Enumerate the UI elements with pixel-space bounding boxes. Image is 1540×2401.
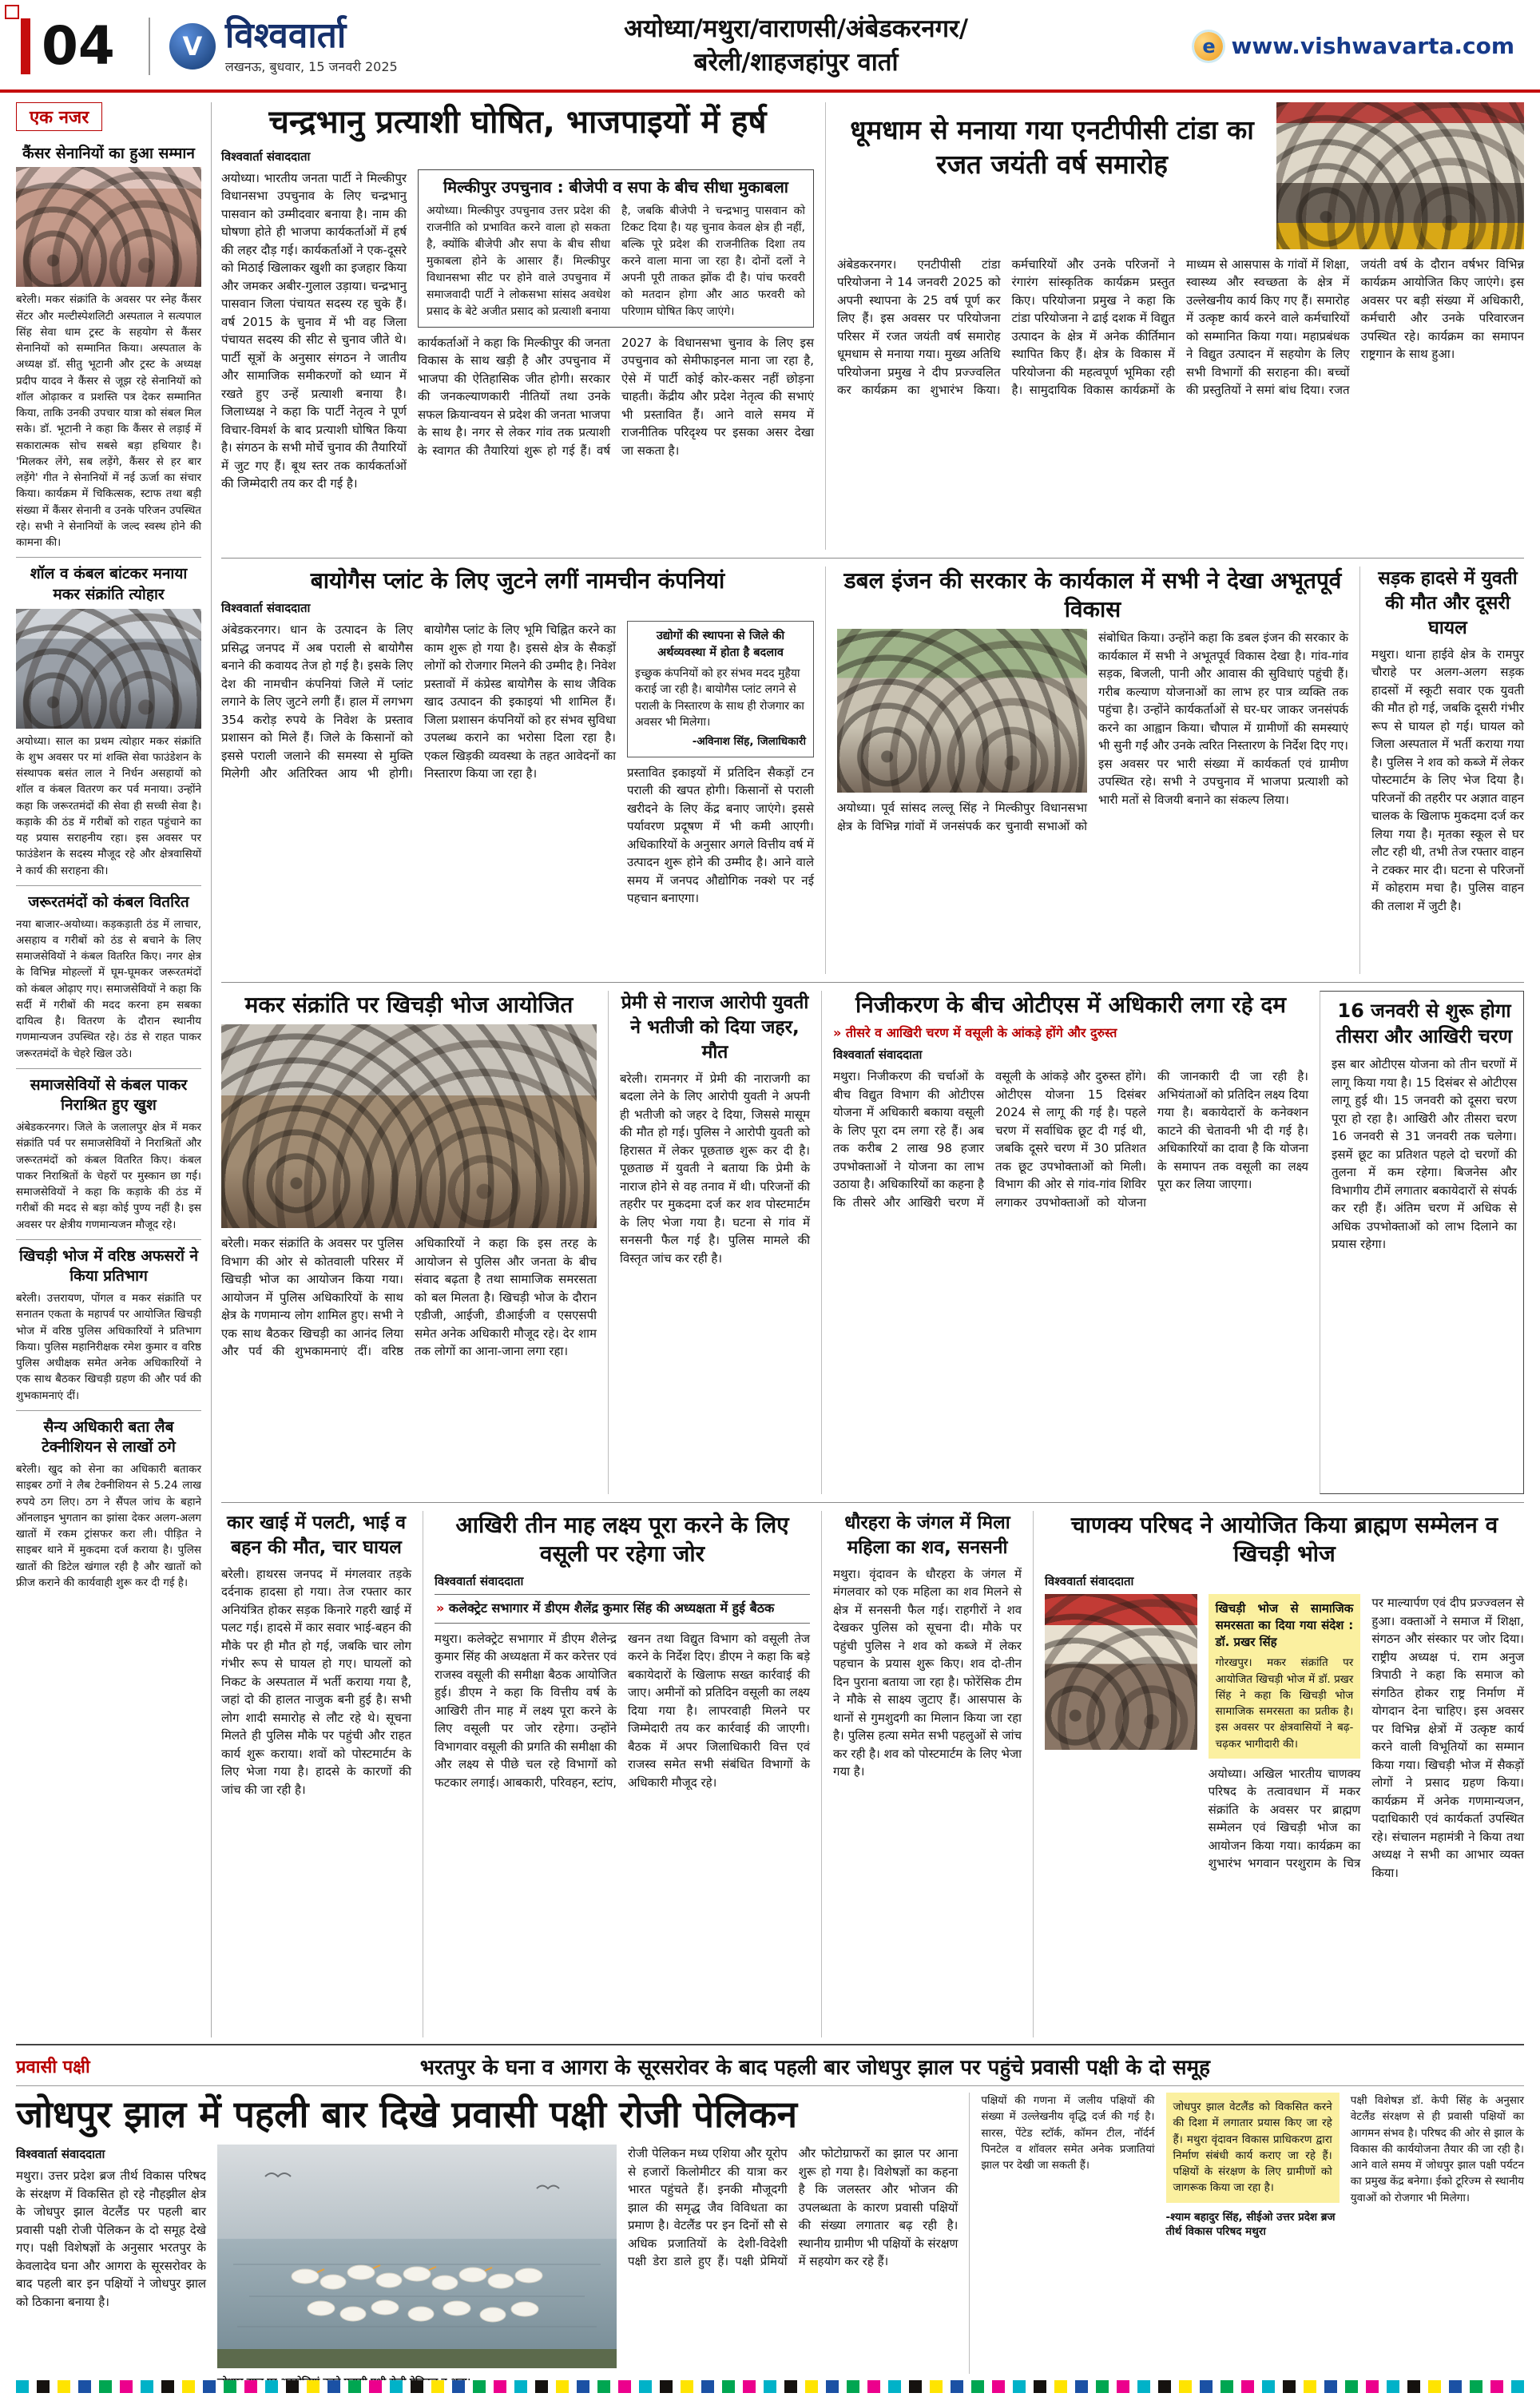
pelican-body-1: मथुरा। उत्तर प्रदेश ब्रज तीर्थ विकास परिषद के संरक्षण में विकसित हो रहे नौहझील क्षेत्र के जोधपुर झाल वेटलैंड पर पहली बार प्रवासी पक्षी रोजी पेलिकन के दो समूह देखे गए। पक्षी विशेषज्ञों के अनुसार भरतपुर के केवलादेव घना और आगरा के सूरसरोवर के बाद पहली बार इन पक्षियों ने जोधपुर झाल को ठिकाना बनाया है। bbox=[16, 2168, 206, 2309]
section-label-pravasi-pakshi: प्रवासी पक्षी bbox=[16, 2057, 90, 2077]
pelican-section bbox=[16, 2044, 1524, 2374]
region-title bbox=[419, 13, 1174, 80]
chanakya-headline: चाणक्य परिषद ने आयोजित किया ब्राह्मण सम्मेलन व खिचड़ी भोज bbox=[1070, 1511, 1498, 1568]
dm-quote-box bbox=[627, 621, 814, 757]
byline: विश्ववार्ता संवाददाता bbox=[435, 1574, 524, 1589]
highlight-box bbox=[1209, 1594, 1361, 1759]
article-body: नया बाजार-अयोध्या। कड़कड़ाती ठंड में लाचार, असहाय व गरीबों को ठंड से बचाने के लिए समाजसेवियों ने कंबल वितरित किए। नगर क्षेत्र के विभिन्न मोहल्लों में घूम-घूमकर जरूरतमंदों को कंबल ओढ़ाए गए। समाजसेवियों ने कहा कि सर्दी में गरीबों की मदद करना हम सबका दायित्व है। वितरण के दौरान स्थानीय गणमान्यजन उपस्थित रहे। ठंड से राहत पाकर जरूरतमंदों के चेहरे खिल उठे। bbox=[16, 917, 201, 1060]
article-dhaurahra-body-found bbox=[821, 1511, 1022, 2037]
newspaper-logo bbox=[149, 14, 398, 75]
edition-dateline: लखनऊ, बुधवार, 15 जनवरी 2025 bbox=[224, 58, 398, 74]
row-lead bbox=[221, 102, 1524, 550]
biogas-body-2: प्रस्तावित इकाइयों में प्रतिदिन सैकड़ों टन पराली की खपत होगी। किसानों से पराली खरीदने के लिए केंद्र बनाए जाएंगे। इससे पर्यावरण प्रदूषण में भी कमी आएगी। अधिकारियों के अनुसार अगले वित्तीय वर्ष में उत्पादन शुरू होने की उम्मीद है। आने वाले समय में जनपद औद्योगिक नक्शे पर नई पहचान बनाएगा। bbox=[627, 765, 814, 906]
article-headline: जरूरतमंदों को कंबल वितरित bbox=[28, 892, 189, 911]
lead-body-2: कार्यकर्ताओं ने कहा कि मिल्कीपुर की जनता विकास के साथ खड़ी है और उपचुनाव में भाजपा की ऐतिहासिक जीत होगी। सरकार की जनकल्याणकारी नीतियों तथा उनके सफल क्रियान्वयन से प्रदेश की जनता भाजपा के साथ है। नगर से लेकर गांव तक प्रत्याशी के स्वागत की तैयारियां शुरू हो गई हैं। वर्ष 2027 के विधानसभा चुनाव के लिए इस उपचुनाव को सेमीफाइनल माना जा रहा है, ऐसे में पार्टी कोई कोर-कसर नहीं छोड़ना चाहती। केंद्रीय और प्रदेश नेतृत्व की सभाएं भी प्रस्तावित हैं। आने वाले समय में राजनीतिक परिदृश्य पर इसका असर देखा जा सकता है। bbox=[418, 335, 814, 458]
article-khichdi-bhoj bbox=[221, 991, 597, 1494]
page-number: 04 bbox=[21, 18, 128, 74]
article-headline: सैन्य अधिकारी बता लैब टेक्नीशियन से लाखों ठगे bbox=[42, 1417, 176, 1457]
road-accident-headline: सड़क हादसे में युवती की मौत और दूसरी घायल bbox=[1378, 567, 1518, 638]
ntpc-headline: धूमधाम से मनाया गया एनटीपीसी टांडा का रजत जयंती वर्ष समारोह bbox=[850, 113, 1254, 180]
article-double-engine bbox=[825, 566, 1348, 974]
masthead-title: विश्ववार्ता bbox=[224, 14, 347, 56]
row-khichdi bbox=[221, 982, 1524, 1494]
article-body: अयोध्या। साल का प्रथम त्योहार मकर संक्रांति के शुभ अवसर पर मां शक्ति सेवा फाउंडेशन के संस्थापक बसंत लाल ने निर्धन असहायों को शॉल व कंबल वितरण कर पर्व मनाया। उन्होंने कहा कि जरूरतमंदों की सेवा ही सच्ची सेवा है। कड़ाके की ठंड में गरीबों को राहत पहुंचाने का यह प्रयास सराहनीय रहा। इस अवसर पर फाउंडेशन के सदस्य मौजूद रहे और क्षेत्रवासियों ने कार्य की सराहना की। bbox=[16, 734, 201, 877]
website-link[interactable]: www.vishwavarta.com bbox=[1231, 33, 1514, 60]
lead-body-1: अयोध्या। भारतीय जनता पार्टी ने मिल्कीपुर विधानसभा उपचुनाव के लिए चन्द्रभानु पासवान को उम्मीदवार बनाया है। नाम की घोषणा होते ही भाजपा कार्यकर्ताओं में हर्ष की लहर दौड़ गई। कार्यकर्ताओं ने एक-दूसरे को मिठाई खिलाकर खुशी का इजहार किया और जमकर अबीर-गुलाल उड़ाया। चन्द्रभानु पासवान जिला पंचायत सदस्य रह चुके हैं। वर्ष 2015 के चुनाव में भी वह जिला पंचायत सदस्य की सीट से चुनाव जीते थे। पार्टी सूत्रों के अनुसार संगठन ने जातीय और सामाजिक समीकरणों को ध्यान में रखते हुए उन्हें प्रत्याशी बनाया है। जिलाध्यक्ष ने कहा कि पार्टी नेतृत्व ने पूर्ण विचार-विमर्श के बाद प्रत्याशी घोषित किया है। संगठन के सभी मोर्चे चुनाव की तैयारियों में जुट गए हैं। बूथ स्तर तक कार्यकर्ताओं की जिम्मेदारी तय कर दी गई है। bbox=[221, 170, 407, 491]
article-body: बरेली। उत्तरायण, पोंगल व मकर संक्रांति पर सनातन एकता के महापर्व पर आयोजित खिचड़ी भोज में वरिष्ठ पुलिस अधिकारियों ने प्रतिभाग किया। पुलिस महानिरीक्षक रमेश कुमार व वरिष्ठ पुलिस अधीक्षक समेत अनेक अधिकारियों ने एक साथ बैठकर खिचड़ी ग्रहण की और पर्व की शुभकामनाएं दीं। bbox=[16, 1292, 201, 1402]
public-meeting-photo bbox=[837, 629, 1087, 793]
pelican-highlight: जोधपुर झाल वेटलैंड को विकसित करने की दिशा में लगातार प्रयास किए जा रहे हैं। मथुरा वृंदावन विकास प्राधिकरण द्वारा निर्माण संबंधी कार्य कराए जा रहे हैं। पक्षियों के संरक्षण के लिए ग्रामीणों को जागरूक किया जा रहा है। bbox=[1173, 2101, 1332, 2195]
main-columns bbox=[221, 102, 1524, 2037]
milkipur-box-body: अयोध्या। मिल्कीपुर उपचुनाव उत्तर प्रदेश की राजनीति को प्रभावित करने वाला हो सकता है, क्योंकि बीजेपी और सपा के बीच सीधा मुकाबला होने के आसार हैं। मिल्कीपुर विधानसभा सीट पर होने वाले उपचुनाव में समाजवादी पार्टी ने लोकसभा सांसद अवधेश प्रसाद के बेटे अजीत प्रसाद को प्रत्याशी बनाया है, जबकि बीजेपी ने चन्द्रभानु पासवान को टिकट दिया है। यह चुनाव केवल क्षेत्र ही नहीं, बल्कि पूरे प्रदेश की राजनीतिक दिशा तय करने वाला माना जा रहा है। दोनों दलों ने अपनी पूरी ताकत झोंक दी है। पांच फरवरी को मतदान होगा और आठ फरवरी को परिणाम घोषित किए जाएंगे। bbox=[427, 204, 805, 318]
cancer-event-photo bbox=[16, 167, 201, 287]
biogas-headline: बायोगैस प्लांट के लिए जुटने लगीं नामचीन कंपनियां bbox=[310, 566, 725, 594]
ots-body: मथुरा। निजीकरण की चर्चाओं के बीच विद्युत विभाग की ओटीएस योजना में अधिकारी बकाया वसूली के लिए पूरा दम लगा रहे हैं। अब तक करीब 2 लाख 98 हजार उपभोक्ताओं ने योजना का लाभ उठाया है। अधिकारियों का कहना है कि तीसरे और आखिरी चरण में वसूली के आंकड़े और दुरुस्त होंगे। ओटीएस योजना 15 दिसंबर 2024 से लागू की गई है। पहले चरण में सर्वाधिक छूट दी गई थी, जबकि दूसरे चरण में 30 प्रतिशत तक छूट उपभोक्ताओं को मिली। विभाग की ओर से गांव-गांव शिविर लगाकर उपभोक्ताओं को योजना की जानकारी दी जा रही है। अभियंताओं को प्रतिदिन लक्ष्य दिया गया है। बकायेदारों के कनेक्शन काटने की चेतावनी भी दी गई है। अधिकारियों का दावा है कि योजना के समापन तक वसूली का लक्ष्य पूरा कर लिया जाएगा। bbox=[833, 1069, 1308, 1210]
ots-headline: निजीकरण के बीच ओटीएस में अधिकारी लगा रहे दम bbox=[855, 991, 1286, 1018]
chanakya-body: अयोध्या। अखिल भारतीय चाणक्य परिषद के तत्वावधान में मकर संक्रांति के अवसर पर ब्राह्मण सम्मेलन एवं खिचड़ी भोज का आयोजन किया गया। कार्यक्रम का शुभारंभ भगवान परशुराम के चित्र पर माल्यार्पण एवं दीप प्रज्ज्वलन से हुआ। वक्ताओं ने समाज में शिक्षा, संगठन और संस्कार पर जोर दिया। राष्ट्रीय अध्यक्ष पं. राम अनुज त्रिपाठी ने कहा कि समाज को संगठित होकर राष्ट्र निर्माण में योगदान देना चाहिए। इस अवसर पर विभिन्न क्षेत्रों में उत्कृष्ट कार्य करने वाली विभूतियों का सम्मान किया गया। खिचड़ी भोज में सैकड़ों लोगों ने प्रसाद ग्रहण किया। कार्यक्रम में अनेक गणमान्यजन, पदाधिकारी एवं कार्यकर्ता उपस्थित रहे। संचालन महामंत्री ने किया तथा अध्यक्ष ने सभी का आभार व्यक्त किया। bbox=[1208, 1596, 1524, 1880]
lead-headline: चन्द्रभानु प्रत्याशी घोषित, भाजपाइयों में हर्ष bbox=[268, 103, 767, 141]
article-body: अंबेडकरनगर। जिले के जलालपुर क्षेत्र में मकर संक्रांति पर्व पर समाजसेवियों ने निराश्रितों और जरूरतमंदों को कंबल वितरित किए। कंबल पाकर निराश्रितों के चेहरों पर मुस्कान छा गई। समाजसेवियों ने कहा कि कड़ाके की ठंड में गरीबों की मदद से बड़ा कोई पुण्य नहीं है। इस अवसर पर क्षेत्रीय गणमान्यजन मौजूद रहे। bbox=[16, 1121, 201, 1231]
pelican-article bbox=[16, 2085, 1524, 2374]
article-headline: समाजसेवियों से कंबल पाकर निराश्रित हुए खुश bbox=[30, 1075, 188, 1115]
region-line-1: अयोध्या/मथुरा/वाराणसी/अंबेडकरनगर/ bbox=[624, 14, 969, 43]
milkipur-box-title: मिल्कीपुर उपचुनाव : बीजेपी व सपा के बीच सीधा मुकाबला bbox=[443, 177, 788, 197]
byline: विश्ववार्ता संवाददाता bbox=[221, 149, 311, 164]
ots-phase-body: इस बार ओटीएस योजना को तीन चरणों में लागू किया गया है। 15 दिसंबर से ओटीएस लागू हुई थी। 15 जनवरी को दूसरा चरण पूरा हो रहा है। आखिरी और तीसरा चरण 16 जनवरी से 31 जनवरी तक चलेगा। इसमें छूट का प्रतिशत पहले दो चरणों की तुलना में कम रहेगा। बिजनेस और विभागीय टीमें लगातार बकायेदारों से संपर्क कर रही हैं। अंतिम चरण में अधिक से अधिक उपभोक्ताओं को लाभ दिलाने का प्रयास रहेगा। bbox=[1332, 1057, 1517, 1252]
quote-body: इच्छुक कंपनियों को हर संभव मदद मुहैया कराई जा रही है। बायोगैस प्लांट लगने से पराली के निस्तारण के साथ ही रोजगार का अवसर भी मिलेगा। bbox=[635, 667, 804, 729]
pelican-photo bbox=[217, 2145, 617, 2368]
article-ots-phase-box bbox=[1320, 991, 1524, 1494]
byline: विश्ववार्ता संवाददाता bbox=[833, 1047, 923, 1063]
khichdi-headline: मकर संक्रांति पर खिचड़ी भोज आयोजित bbox=[244, 991, 574, 1018]
highlight-title: खिचड़ी भोज से सामाजिक समरसता का दिया गया संदेश : डॉ. प्रखर सिंह bbox=[1215, 1601, 1354, 1650]
biogas-body-1: अंबेडकरनगर। धान के उत्पादन के लिए प्रसिद्ध जनपद में अब पराली से बायोगैस बनाने की कवायद तेज हो गई है। इसके लिए देश की नामचीन कंपनियां जिले में प्लांट लगाने के लिए जुटने लगी हैं। हाल में लगभग 354 करोड़ रुपये के निवेश के प्रस्ताव प्रशासन को मिले हैं। जिले के किसानों को इससे पराली जलाने की समस्या से मुक्ति मिलेगी और अतिरिक्त आय भी होगी। बायोगैस प्लांट के लिए भूमि चिह्नित करने का काम शुरू हो गया है। इससे क्षेत्र के सैकड़ों लोगों को रोजगार मिलने की उम्मीद है। निवेश प्रस्तावों में कंप्रेस्ड बायोगैस के साथ जैविक खाद उत्पादन की इकाइयां भी शामिल हैं। जिला प्रशासन कंपनियों को हर संभव सुविधा उपलब्ध कराने का भरोसा दिला रहा है। एकल खिड़की व्यवस्था के तहत आवेदनों का निस्तारण किया जा रहा है। bbox=[221, 622, 616, 781]
article-body: बरेली। मकर संक्रांति के अवसर पर स्नेह कैंसर सेंटर और मल्टीस्पेशलिटी अस्पताल ने सत्यपाल सिंह सेवा धाम ट्रस्ट के सहयोग से कैंसर सेनानियों को सम्मानित किया। अस्पताल के अध्यक्ष डॉ. सीतु भूटानी और ट्रस्ट के अध्यक्ष प्रदीप यादव ने कैंसर से जूझ रहे सेनानियों को शॉल ओढ़ाकर व प्रशस्ति पत्र देकर सम्मानित किया, ताकि उनकी उपचार यात्रा को संबल मिल सके। डॉ. भूटानी ने कहा कि कैंसर से लड़ाई में सकारात्मक सोच सबसे बड़ा हथियार है। 'मिलकर लेंगे, सब लड़ेंगे, कैंसर से हर बार लड़ेंगे' गीत ने सेनानियों में नई ऊर्जा का संचार किया। कार्यक्रम में चिकित्सक, स्टाफ तथा बड़ी संख्या में कैंसर सेनानी व उनके परिजन उपस्थित रहे। सभी ने सेनानियों के जल्द स्वस्थ होने की कामना की। bbox=[16, 293, 201, 550]
ots-kicker: » तीसरे व आखिरी चरण में वसूली के आंकड़े होंगे और दुरुस्त bbox=[833, 1024, 1308, 1042]
article-headline: शॉल व कंबल बांटकर मनाया मकर संक्रांति त्योहार bbox=[30, 565, 188, 603]
page-content bbox=[0, 93, 1540, 2044]
article-chandrabhanu bbox=[221, 102, 814, 550]
section-label: एक नजर bbox=[16, 102, 102, 131]
pelican-attribution: -श्याम बहादुर सिंह, सीईओ उत्तर प्रदेश ब्रज तीर्थ विकास परिषद मथुरा bbox=[1165, 2210, 1336, 2238]
pelican-kicker-row bbox=[16, 2052, 1524, 2081]
crop-mark bbox=[5, 5, 19, 19]
masthead bbox=[0, 0, 1540, 93]
double-engine-body: अयोध्या। पूर्व सांसद लल्लू सिंह ने मिल्कीपुर विधानसभा क्षेत्र के विभिन्न गांवों में जनसंपर्क कर चुनावी सभाओं को संबोधित किया। उन्होंने कहा कि डबल इंजन की सरकार के कार्यकाल में सभी ने अभूतपूर्व विकास देखा है। गांव-गांव सड़क, बिजली, पानी और आवास की सुविधाएं पहुंची हैं। गरीब कल्याण योजनाओं का लाभ हर पात्र व्यक्ति तक पहुंचा है। उन्होंने कार्यकर्ताओं से घर-घर जाकर जनसंपर्क करने का आह्वान किया। चौपाल में ग्रामीणों की समस्याएं भी सुनी गईं और उनके त्वरित निस्तारण के निर्देश दिए गए। इस अवसर पर भारी संख्या में कार्यकर्ता एवं ग्रामीण उपस्थित रहे। सभी ने उपचुनाव में भाजपा प्रत्याशी को भारी मतों से विजयी बनाने का संकल्प लिया। bbox=[837, 630, 1348, 833]
byline: विश्ववार्ता संवाददाता bbox=[1045, 1574, 1134, 1589]
article-shawl-blanket bbox=[16, 557, 201, 879]
dhaurahra-headline: धौरहरा के जंगल में मिला महिला का शव, सनसनी bbox=[844, 1512, 1010, 1558]
article-road-accident bbox=[1359, 566, 1524, 974]
khichdi-bhoj-photo bbox=[221, 1024, 597, 1228]
car-accident-body: बरेली। हाथरस जनपद में मंगलवार तड़के दर्दनाक हादसा हो गया। तेज रफ्तार कार अनियंत्रित होकर सड़क किनारे गहरी खाई में पलट गई। हादसे में कार सवार भाई-बहन की मौके पर ही मौत हो गई, जबकि चार लोग गंभीर रूप से घायल हो गए। घायलों को निकट के अस्पताल में भर्ती कराया गया है, जहां दो की हालत नाजुक बनी हुई है। सभी लोग शादी समारोह से लौट रहे थे। सूचना मिलते ही पुलिस मौके पर पहुंची और राहत कार्य शुरू कराया। शवों को पोस्टमार्टम के लिए भेजा गया है। हादसे के कारणों की जांच की जा रही है। bbox=[221, 1566, 411, 1797]
sidebar-ek-najar bbox=[16, 102, 212, 2037]
article-cancer-warriors bbox=[16, 137, 201, 551]
road-accident-body: मथुरा। थाना हाईवे क्षेत्र के रामपुर चौराहे पर अलग-अलग सड़क हादसों में स्कूटी सवार एक युवती की मौत हो गई, जबकि दूसरी गंभीर रूप से घायल हो गई। घायल को जिला अस्पताल में भर्ती कराया गया है। पुलिस ने शव को कब्जे में लेकर पोस्टमार्टम के लिए भेज दिया है। परिजनों की तहरीर पर अज्ञात वाहन चालक के खिलाफ मुकदमा दर्ज कर लिया गया है। मृतका स्कूल से घर लौट रही थी, तभी तेज रफ्तार वाहन ने टक्कर मार दी। घटना से परिजनों में कोहराम मचा है। पुलिस वाहन की तलाश में जुटी है। bbox=[1371, 646, 1524, 913]
ots-phase-headline: 16 जनवरी से शुरू होगा तीसरा और आखिरी चरण bbox=[1336, 999, 1513, 1048]
pelican-body-4: पक्षी विशेषज्ञ डॉ. केपी सिंह के अनुसार वेटलैंड संरक्षण से ही प्रवासी पक्षियों का आगमन संभव है। परिषद की ओर से झाल के विकास की कार्ययोजना तैयार की जा रही है। आने वाले समय में जोधपुर झाल पक्षी पर्यटन का प्रमुख केंद्र बनेगा। ईको टूरिज्म से स्थानीय युवाओं को रोजगार भी मिलेगा। bbox=[1350, 2094, 1524, 2204]
article-khichdi-officers bbox=[16, 1239, 201, 1404]
recovery-body: मथुरा। कलेक्ट्रेट सभागार में डीएम शैलेन्द्र कुमार सिंह की अध्यक्षता में कर करेत्तर एवं राजस्व वसूली की समीक्षा बैठक आयोजित हुई। डीएम ने कहा कि वित्तीय वर्ष के आखिरी तीन माह में लक्ष्य पूरा करने के लिए वसूली पर जोर रहेगा। उन्होंने विभागवार वसूली की प्रगति की समीक्षा की और लक्ष्य से पीछे चल रहे विभागों को फटकार लगाई। आबकारी, परिवहन, स्टांप, खनन तथा विद्युत विभाग को वसूली तेज करने के निर्देश दिए। डीएम ने कहा कि बड़े बकायेदारों के खिलाफ सख्त कार्रवाई की जाए। अमीनों को प्रतिदिन वसूली का लक्ष्य दिया गया है। लापरवाही मिलने पर जिम्मेदारी तय कर कार्रवाई की जाएगी। बैठक में अपर जिलाधिकारी वित्त एवं राजस्व समेत सभी संबंधित विभागों के अधिकारी मौजूद रहे। bbox=[435, 1631, 810, 1790]
shawl-distribution-photo bbox=[16, 609, 201, 729]
article-body: बरेली। खुद को सेना का अधिकारी बताकर साइबर ठगों ने लैब टेक्नीशियन से 5.24 लाख रुपये ठग लिए। ठग ने सैंपल जांच के बहाने ऑनलाइन भुगतान का झांसा देकर अलग-अलग खातों में रकम ट्रांसफर करा ली। पीड़ित ने साइबर थाने में मुकदमा दर्ज कराया है। पुलिस खातों की डिटेल खंगाल रही है और खातों को फ्रीज कराने की कार्यवाही शुरू कर दी गई है। bbox=[16, 1463, 201, 1589]
ntpc-body: अंबेडकरनगर। एनटीपीसी टांडा परियोजना ने 14 जनवरी 2025 को अपनी स्थापना के 25 वर्ष पूर्ण कर लिए हैं। इस अवसर पर परियोजना परिसर में रजत जयंती वर्ष समारोह धूमधाम से मनाया गया। मुख्य अतिथि परियोजना प्रमुख ने दीप प्रज्ज्वलित कर कार्यक्रम का शुभारंभ किया। कर्मचारियों और उनके परिजनों ने रंगारंग सांस्कृतिक कार्यक्रम प्रस्तुत किए। परियोजना प्रमुख ने कहा कि टांडा परियोजना ने ढाई दशक में विद्युत उत्पादन के क्षेत्र में अनेक कीर्तिमान स्थापित किए हैं। क्षेत्र के विकास में परियोजना की महत्वपूर्ण भूमिका रही है। सामुदायिक विकास कार्यक्रमों के माध्यम से आसपास के गांवों में शिक्षा, स्वास्थ्य और स्वच्छता के क्षेत्र में उल्लेखनीय कार्य किए गए हैं। समारोह में उत्कृष्ट कार्य करने वाले कर्मचारियों को सम्मानित किया गया। महाप्रबंधक ने विद्युत उत्पादन में सहयोग के लिए सभी विभागों की सराहना की। बच्चों की प्रस्तुतियों ने समां बांध दिया। रजत जयंती वर्ष के दौरान वर्षभर विभिन्न कार्यक्रम आयोजित किए जाएंगे। इस अवसर पर बड़ी संख्या में अधिकारी, कर्मचारी और उनके परिवारजन उपस्थित रहे। कार्यक्रम का समापन राष्ट्रगान के साथ हुआ। bbox=[837, 256, 1524, 398]
pelican-kicker: भरतपुर के घना व आगरा के सूरसरोवर के बाद पहली बार जोधपुर झाल पर पहुंचे प्रवासी पक्षी के दो समूह bbox=[419, 2056, 1210, 2080]
article-ntpc-jubilee bbox=[825, 102, 1524, 550]
khichdi-body: बरेली। मकर संक्रांति के अवसर पर पुलिस विभाग की ओर से कोतवाली परिसर में खिचड़ी भोज का आयोजन किया गया। आयोजन में पुलिस अधिकारियों के साथ क्षेत्र के गणमान्य लोग शामिल हुए। सभी ने एक साथ बैठकर खिचड़ी का आनंद लिया और पर्व की शुभकामनाएं दीं। वरिष्ठ अधिकारियों ने कहा कि इस तरह के आयोजन से पुलिस और जनता के बीच संवाद बढ़ता है तथा सामाजिक समरसता को बल मिलता है। खिचड़ी भोज के दौरान एडीजी, आईजी, डीआईजी व एसएसपी समेत अनेक अधिकारी मौजूद रहे। देर शाम तक लोगों का आना-जाना लगा रहा। bbox=[221, 1236, 597, 1359]
row-recovery bbox=[221, 1502, 1524, 2037]
website-block bbox=[1194, 32, 1519, 61]
recovery-headline: आखिरी तीन माह लक्ष्य पूरा करने के लिए वसूली पर रहेगा जोर bbox=[455, 1511, 789, 1568]
pelican-body-2: रोजी पेलिकन मध्य एशिया और यूरोप से हजारों किलोमीटर की यात्रा कर भारत पहुंचते हैं। इनकी मौजूदगी झाल की समृद्ध जैव विविधता का प्रमाण है। वेटलैंड पर इन दिनों सौ से अधिक प्रजातियों के देशी-विदेशी पक्षी डेरा डाले हुए हैं। पक्षी प्रेमियों और फोटोग्राफरों का झाल पर आना शुरू हो गया है। विशेषज्ञों का कहना है कि जलस्तर और भोजन की उपलब्धता के कारण प्रवासी पक्षियों की संख्या लगातार बढ़ रही है। स्थानीय ग्रामीण भी पक्षियों के संरक्षण में सहयोग कर रहे हैं। bbox=[628, 2146, 959, 2269]
byline: विश्ववार्ता संवाददाता bbox=[221, 601, 311, 616]
article-destitute-happy bbox=[16, 1068, 201, 1233]
print-registration-marks bbox=[16, 2380, 1524, 2393]
quote-attribution: -अविनाश सिंह, जिलाधिकारी bbox=[692, 735, 806, 749]
highlight-body: गोरखपुर। मकर संक्रांति पर आयोजित खिचड़ी भोज में डॉ. प्रखर सिंह ने कहा कि खिचड़ी भोज सामाजिक समरसता का प्रतीक है। इस अवसर पर क्षेत्रवासियों ने बढ़-चढ़कर भागीदारी की। bbox=[1215, 1656, 1354, 1751]
logo-v-icon: V bbox=[169, 23, 216, 70]
article-revenue-recovery bbox=[423, 1511, 810, 2037]
poison-body: बरेली। रामनगर में प्रेमी की नाराजगी का बदला लेने के लिए आरोपी युवती ने अपनी ही भतीजी को जहर दे दिया, जिससे मासूम की मौत हो गई। पुलिस ने आरोपी युवती को हिरासत में लेकर पूछताछ शुरू कर दी है। पूछताछ में युवती ने बताया कि प्रेमी के नाराज होने से वह तनाव में थी। परिजनों की तहरीर पर मुकदमा दर्ज कर शव पोस्टमार्टम के लिए भेजा गया है। घटना से गांव में सनसनी फैल गई है। पुलिस मामले की विस्तृत जांच कर रही है। bbox=[620, 1071, 810, 1266]
article-headline: कैंसर सेनानियों का हुआ सम्मान bbox=[22, 144, 195, 162]
article-blanket-distribution bbox=[16, 885, 201, 1062]
car-accident-headline: कार खाई में पलटी, भाई व बहन की मौत, चार घायल bbox=[226, 1512, 407, 1558]
article-poison-case bbox=[608, 991, 810, 1494]
milkipur-box bbox=[418, 169, 814, 328]
dhaurahra-body: मथुरा। वृंदावन के धौरहरा के जंगल में मंगलवार को एक महिला का शव मिलने से क्षेत्र में सनसनी फैल गई। राहगीरों ने शव देखकर पुलिस को सूचना दी। मौके पर पहुंची पुलिस ने शव को कब्जे में लेकर पहचान के प्रयास शुरू किए। शव दो-तीन दिन पुराना बताया जा रहा है। फोरेंसिक टीम ने मौके से साक्ष्य जुटाए हैं। आसपास के थानों से गुमशुदगी का मिलान किया जा रहा है। पुलिस हत्या समेत सभी पहलुओं से जांच कर रही है। शव को पोस्टमार्टम के लिए भेजा गया है। bbox=[833, 1566, 1022, 1779]
pelican-body-3: पक्षियों की गणना में जलीय पक्षियों की संख्या में उल्लेखनीय वृद्धि दर्ज की गई है। सारस, पेंटेड स्टॉर्क, कॉमन टील, नॉर्दर्न पिनटेल व शॉवलर समेत अनेक प्रजातियां झाल पर देखी जा सकती हैं। bbox=[981, 2094, 1155, 2172]
poison-headline: प्रेमी से नाराज आरोपी युवती ने भतीजी को दिया जहर, मौत bbox=[621, 992, 809, 1063]
byline: विश्ववार्ता संवाददाता bbox=[16, 2147, 105, 2162]
pelican-highlight-box bbox=[1166, 2093, 1340, 2203]
globe-e-icon: e bbox=[1194, 32, 1223, 61]
article-chanakya-parishad bbox=[1033, 1511, 1524, 2037]
article-car-accident bbox=[221, 1511, 411, 2037]
double-engine-headline: डबल इंजन की सरकार के कार्यकाल में सभी ने देखा अभूतपूर्व विकास bbox=[843, 566, 1342, 623]
article-cyber-fraud bbox=[16, 1410, 201, 1591]
article-headline: खिचड़ी भोज में वरिष्ठ अफसरों ने किया प्रतिभाग bbox=[18, 1246, 199, 1286]
article-biogas bbox=[221, 566, 814, 974]
row-biogas bbox=[221, 558, 1524, 974]
pelican-headline: जोधपुर झाल में पहली बार दिखे प्रवासी पक्षी रोजी पेलिकन bbox=[16, 2093, 797, 2136]
ntpc-celebration-photo bbox=[1276, 102, 1524, 249]
region-line-2: बरेली/शाहजहांपुर वार्ता bbox=[693, 47, 899, 77]
article-ots-scheme bbox=[821, 991, 1308, 1494]
pelican-photo-figure bbox=[217, 2145, 617, 2388]
recovery-kicker: » कलेक्ट्रेट सभागार में डीएम शैलेंद्र कुमार सिंह की अध्यक्षता में हुई बैठक bbox=[435, 1594, 810, 1623]
quote-title: उद्योगों की स्थापना से जिले की अर्थव्यवस्था में होता है बदलाव bbox=[656, 630, 785, 660]
brahmin-sammelan-photo bbox=[1045, 1594, 1197, 1750]
